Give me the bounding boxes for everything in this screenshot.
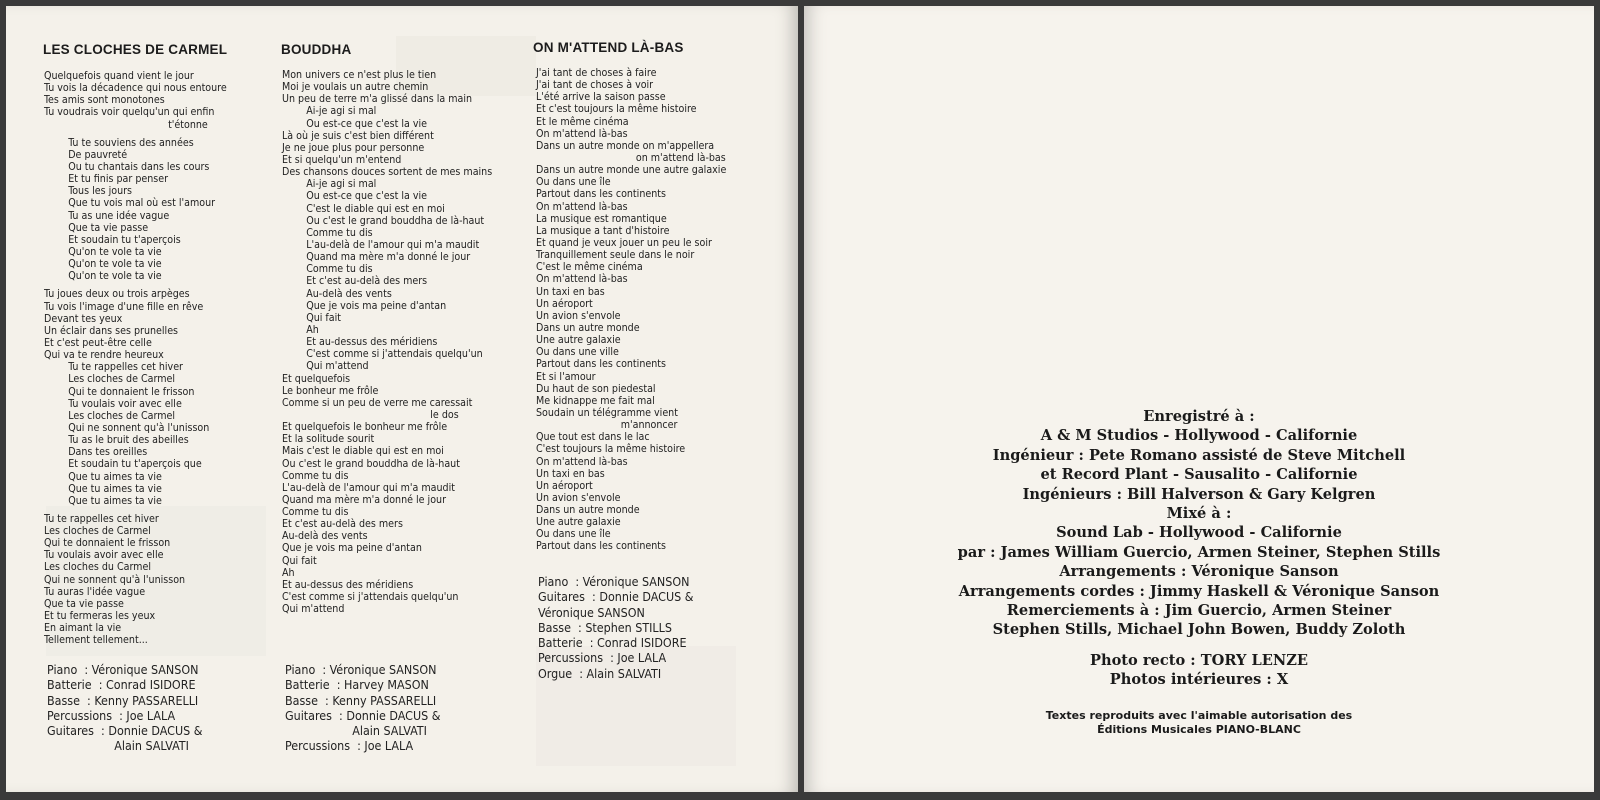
text-line: Soudain un télégramme vient xyxy=(536,406,678,419)
text-line: Qui te donnaient le frisson xyxy=(44,537,171,550)
text-line: L'au-delà de l'amour qui m'a maudit xyxy=(282,481,455,494)
text-line: Ai-je agi si mal xyxy=(282,178,377,191)
booklet-right-page xyxy=(804,6,1594,792)
text-line: Batterie : Harvey MASON xyxy=(285,677,429,693)
text-line: Moi je voulais un autre chemin xyxy=(282,81,429,94)
text-line: Un peu de terre m'a glissé dans la main xyxy=(282,93,473,106)
text-line: Dans un autre monde xyxy=(536,321,640,334)
text-line: Qui ne sonnent qu'à l'unisson xyxy=(44,573,186,586)
text-line: La musique a tant d'histoire xyxy=(536,224,670,237)
text-line: Percussions : Joe LALA xyxy=(47,707,176,723)
text-line: Et soudain tu t'aperçois xyxy=(44,233,181,246)
text-line: Qui m'attend xyxy=(282,603,345,616)
text-line: Que tout est dans le lac xyxy=(536,431,650,444)
text-line: Comme si un peu de verre me caressait xyxy=(282,396,473,409)
text-line: Ou dans une île xyxy=(536,176,611,189)
text-line: Là où je suis c'est bien différent xyxy=(282,129,434,142)
text-line: Que je vois ma peine d'antan xyxy=(282,542,422,555)
text-line: Et c'est au-delà des mers xyxy=(282,275,428,288)
text-line: Tu voulais voir avec elle xyxy=(44,397,182,410)
text-line: par : James William Guercio, Armen Steiner, Stephen Stills xyxy=(957,543,1441,561)
text-line: Que je vois ma peine d'antan xyxy=(282,299,447,312)
text-line: Batterie : Conrad ISIDORE xyxy=(47,677,196,693)
text-line: Devant tes yeux xyxy=(44,312,123,325)
text-line: Au-delà des vents xyxy=(282,530,368,543)
text-line: Guitares : Donnie DACUS & xyxy=(538,589,694,605)
text-line: Les cloches de Carmel xyxy=(44,525,151,538)
text-line: Et au-dessus des méridiens xyxy=(282,578,414,591)
text-line: Et c'est peut-être celle xyxy=(44,336,152,349)
text-line: C'est comme si j'attendais quelqu'un xyxy=(282,348,483,361)
text-line: Piano : Véronique SANSON xyxy=(538,574,690,589)
text-line: Ou est-ce que c'est la vie xyxy=(282,117,428,130)
text-line: Que ta vie passe xyxy=(44,597,124,610)
text-line: Basse : Kenny PASSARELLI xyxy=(47,692,199,708)
text-line: Et c'est toujours la même histoire xyxy=(536,103,697,116)
text-line: Ah xyxy=(282,566,295,579)
text-line: On m'attend là-bas xyxy=(536,273,628,286)
text-line: Ingénieur : Pete Romano assisté de Steve Mitchell xyxy=(992,446,1406,464)
text-line: Tranquillement seule dans le noir xyxy=(536,249,695,262)
text-line: Comme tu dis xyxy=(282,469,349,482)
text-line: Ou tu chantais dans les cours xyxy=(44,160,210,173)
text-line: La musique est romantique xyxy=(536,212,667,225)
text-line: Un avion s'envole xyxy=(536,491,621,504)
text-line: Piano : Véronique SANSON xyxy=(285,662,437,677)
text-line: Piano : Véronique SANSON xyxy=(47,662,199,677)
song-title-on-m-attend: ON M'ATTEND LÀ-BAS xyxy=(533,40,684,55)
text-line: Dans un autre monde on m'appellera xyxy=(536,139,715,152)
text-line: Percussions : Joe LALA xyxy=(538,650,667,666)
lyrics-on-m-attend xyxy=(536,67,726,553)
text-line: Batterie : Conrad ISIDORE xyxy=(538,635,687,651)
text-line: Que ta vie passe xyxy=(44,221,149,234)
text-line: Mixé à : xyxy=(1166,505,1232,523)
text-line: Qu'on te vole ta vie xyxy=(44,258,162,271)
text-line: Ou c'est le grand bouddha de là-haut xyxy=(282,457,460,470)
text-line: Ou dans une île xyxy=(536,528,611,541)
credits-bouddha xyxy=(285,662,440,754)
text-line: Des chansons douces sortent de mes mains xyxy=(282,166,493,179)
rights-notice xyxy=(804,709,1594,737)
text-line: A & M Studios - Hollywood - Californie xyxy=(1040,427,1358,445)
text-line: Ingénieurs : Bill Halverson & Gary Kelgren xyxy=(1022,485,1376,503)
text-line: Quand ma mère m'a donné le jour xyxy=(282,251,471,264)
text-line: Enregistré à : xyxy=(1143,408,1255,425)
text-line: Tu voudrais voir quelqu'un qui enfin xyxy=(44,106,215,119)
text-line: Que tu vois mal où est l'amour xyxy=(44,197,216,210)
text-line: Une autre galaxie xyxy=(536,516,621,529)
text-line: Qui fait xyxy=(282,311,342,324)
text-line: le dos xyxy=(282,408,459,421)
text-line: Un taxi en bas xyxy=(536,285,605,298)
text-line: m'annoncer xyxy=(536,419,678,432)
text-line: Mais c'est le diable qui est en moi xyxy=(282,445,444,458)
text-line: Et si quelqu'un m'entend xyxy=(282,153,402,166)
text-line: Et la solitude sourit xyxy=(282,433,375,446)
text-line: C'est le même cinéma xyxy=(536,261,643,274)
text-line: Orgue : Alain SALVATI xyxy=(538,665,662,681)
credits-on-m-attend xyxy=(538,574,693,681)
text-line: Tu te rappelles cet hiver xyxy=(44,361,183,374)
text-line: Arrangements cordes : Jimmy Haskell & Véronique Sanson xyxy=(958,582,1440,600)
text-line: Sound Lab - Hollywood - Californie xyxy=(1056,524,1342,542)
text-line: Véronique SANSON xyxy=(538,604,645,620)
text-line: Quand ma mère m'a donné le jour xyxy=(282,493,446,506)
text-line: Partout dans les continents xyxy=(536,358,666,371)
text-line: C'est le diable qui est en moi xyxy=(282,202,445,215)
text-line: Quelquefois quand vient le jour xyxy=(44,70,194,82)
photo-credits xyxy=(804,651,1594,690)
text-line: Tu te souviens des années xyxy=(44,136,194,149)
text-line: Tu as le bruit des abeilles xyxy=(44,434,189,447)
text-line: Partout dans les continents xyxy=(536,188,666,201)
text-line: Tu joues deux ou trois arpèges xyxy=(44,288,190,301)
text-line: Et quelquefois le bonheur me frôle xyxy=(282,421,448,434)
text-line: Tu vois l'image d'une fille en rêve xyxy=(44,300,204,313)
text-line: Qui m'attend xyxy=(282,360,369,373)
text-line: Percussions : Joe LALA xyxy=(285,738,414,754)
text-line: On m'attend là-bas xyxy=(536,127,628,140)
text-line: Ou dans une ville xyxy=(536,346,619,359)
text-line: De pauvreté xyxy=(44,148,128,161)
text-line: Et quand je veux jouer un peu le soir xyxy=(536,236,712,249)
text-line: Ou c'est le grand bouddha de là-haut xyxy=(282,214,485,227)
text-line: Un avion s'envole xyxy=(536,309,621,322)
text-line: Le bonheur me frôle xyxy=(282,384,379,397)
text-line: Du haut de son piedestal xyxy=(536,382,656,395)
text-line: Qui fait xyxy=(282,554,317,567)
text-line: Tu as une idée vague xyxy=(44,209,170,222)
text-line: Textes reproduits avec l'aimable autorisation des xyxy=(1045,709,1353,722)
text-line: Dans un autre monde xyxy=(536,504,640,517)
text-line: Et si l'amour xyxy=(536,370,596,383)
text-line: Les cloches du Carmel xyxy=(44,561,151,574)
text-line: Tellement tellement... xyxy=(44,634,148,647)
text-line: Qui ne sonnent qu'à l'unisson xyxy=(44,421,210,434)
text-line: Guitares : Donnie DACUS & xyxy=(47,723,203,739)
text-line: et Record Plant - Sausalito - Californie xyxy=(1040,466,1358,484)
lyrics-cloches xyxy=(44,70,227,646)
text-line: Remerciements à : Jim Guercio, Armen Steiner xyxy=(1006,602,1392,620)
text-line: J'ai tant de choses à faire xyxy=(536,67,657,79)
text-line: Basse : Kenny PASSARELLI xyxy=(285,692,437,708)
text-line: Et quelquefois xyxy=(282,372,351,385)
text-line: J'ai tant de choses à voir xyxy=(536,79,654,92)
text-line: Photo recto : TORY LENZE xyxy=(1089,652,1308,669)
text-line: Dans un autre monde une autre galaxie xyxy=(536,164,727,177)
text-line: Ai-je agi si mal xyxy=(282,105,377,118)
text-line: Alain SALVATI xyxy=(47,738,189,754)
text-line: Guitares : Donnie DACUS & xyxy=(285,707,441,723)
text-line: Tu auras l'idée vague xyxy=(44,585,146,598)
text-line: Comme tu dis xyxy=(282,506,349,519)
text-line: Qui va te rendre heureux xyxy=(44,349,164,362)
text-line: Et soudain tu t'aperçois que xyxy=(44,458,202,471)
text-line: Et tu fermeras les yeux xyxy=(44,610,156,623)
text-line: Tes amis sont monotones xyxy=(44,94,165,107)
text-line: En aimant la vie xyxy=(44,622,122,635)
text-line: Les cloches de Carmel xyxy=(44,409,176,422)
text-line: C'est toujours la même histoire xyxy=(536,443,686,456)
text-line: Mon univers ce n'est plus le tien xyxy=(282,69,437,81)
text-line: Et tu finis par penser xyxy=(44,173,169,186)
text-line: Et le même cinéma xyxy=(536,115,629,128)
text-line: C'est comme si j'attendais quelqu'un xyxy=(282,591,459,604)
lyrics-bouddha xyxy=(282,69,492,615)
text-line: Comme tu dis xyxy=(282,226,373,239)
text-line: Que tu aimes ta vie xyxy=(44,494,162,507)
text-line: Un aéroport xyxy=(536,297,593,310)
song-title-bouddha: BOUDDHA xyxy=(281,42,352,57)
song-title-cloches: LES CLOCHES DE CARMEL xyxy=(43,42,228,57)
text-line: Un aéroport xyxy=(536,479,593,492)
text-line: Un éclair dans ses prunelles xyxy=(44,324,179,337)
text-line: Que tu aimes ta vie xyxy=(44,482,162,495)
booklet-left-page xyxy=(6,6,798,792)
text-line: On m'attend là-bas xyxy=(536,455,628,468)
text-line: Qui te donnaient le frisson xyxy=(44,385,195,398)
text-line: Tu voulais avoir avec elle xyxy=(44,549,164,562)
text-line: Me kidnappe me fait mal xyxy=(536,394,655,407)
text-line: Basse : Stephen STILLS xyxy=(538,619,672,635)
text-line: Au-delà des vents xyxy=(282,287,392,300)
text-line: Un taxi en bas xyxy=(536,467,605,480)
text-line: Et au-dessus des méridiens xyxy=(282,336,438,349)
text-line: Arrangements : Véronique Sanson xyxy=(1059,563,1339,581)
text-line: Qu'on te vole ta vie xyxy=(44,270,162,283)
text-line: Qu'on te vole ta vie xyxy=(44,245,162,258)
text-line: on m'attend là-bas xyxy=(536,151,726,164)
text-line: Comme tu dis xyxy=(282,263,373,276)
text-line: Ah xyxy=(282,323,319,336)
text-line: Les cloches de Carmel xyxy=(44,373,176,386)
text-line: Et c'est au-delà des mers xyxy=(282,518,403,531)
text-line: Stephen Stills, Michael John Bowen, Buddy Zoloth xyxy=(992,621,1406,639)
text-line: Tu vois la décadence qui nous entoure xyxy=(44,82,227,95)
text-line: Tu te rappelles cet hiver xyxy=(44,512,159,525)
text-line: Partout dans les continents xyxy=(536,540,666,553)
text-line: Tous les jours xyxy=(44,185,132,198)
text-line: Photos intérieures : X xyxy=(1109,671,1289,689)
text-line: On m'attend là-bas xyxy=(536,200,628,213)
text-line: L'au-delà de l'amour qui m'a maudit xyxy=(282,238,480,251)
recording-credits xyxy=(804,407,1594,640)
text-line: Alain SALVATI xyxy=(285,723,427,739)
credits-cloches xyxy=(47,662,202,754)
text-line: Je ne joue plus pour personne xyxy=(282,141,425,154)
text-line: L'été arrive la saison passe xyxy=(536,91,666,104)
text-line: Ou est-ce que c'est la vie xyxy=(282,190,428,203)
text-line: Dans tes oreilles xyxy=(44,446,148,459)
text-line: Une autre galaxie xyxy=(536,334,621,347)
text-line: t'étonne xyxy=(44,118,208,131)
text-line: Que tu aimes ta vie xyxy=(44,470,162,483)
text-line: Éditions Musicales PIANO-BLANC xyxy=(1097,723,1301,736)
